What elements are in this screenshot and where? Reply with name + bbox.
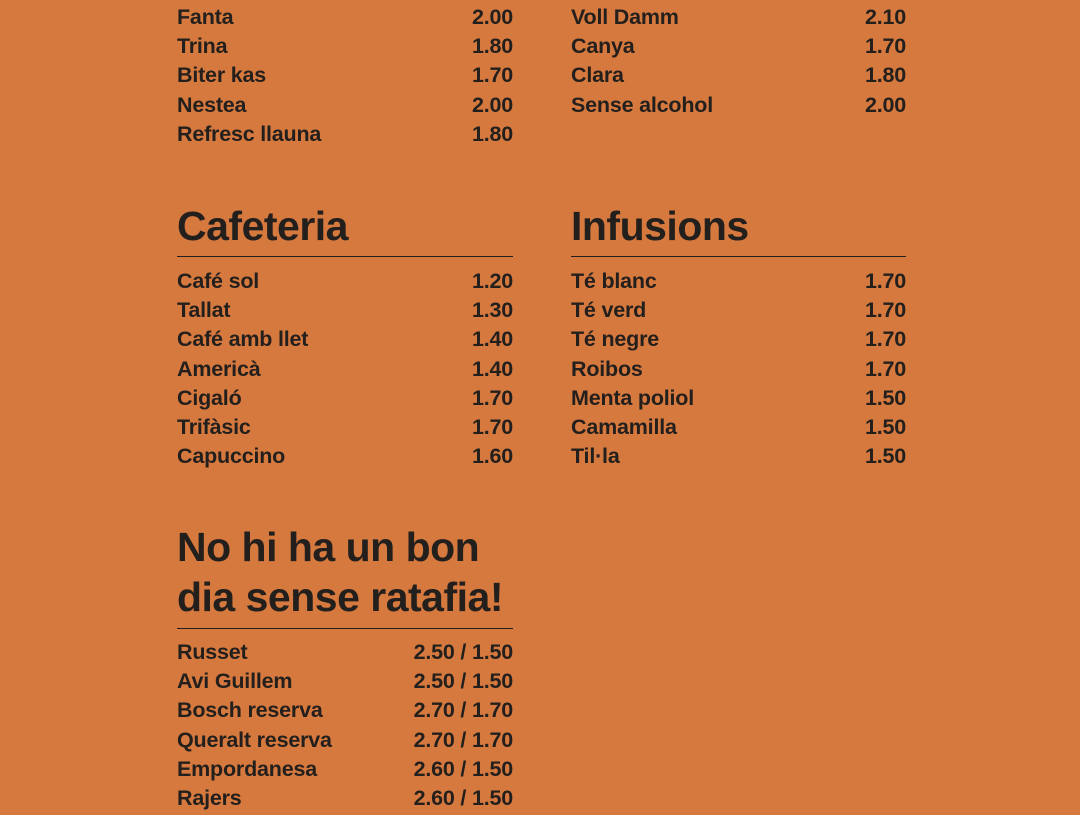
section-divider <box>177 256 513 257</box>
item-name: Biter kas <box>177 63 267 88</box>
item-price: 1.40 <box>471 327 513 352</box>
menu-item <box>177 93 513 122</box>
menu-item <box>177 5 513 34</box>
item-price: 1.20 <box>471 269 513 293</box>
item-name: Fanta <box>177 5 234 29</box>
menu-item <box>177 415 513 444</box>
item-price: 2.50 / 1.50 <box>413 669 513 694</box>
menu-item <box>177 386 513 415</box>
item-price: 1.70 <box>471 385 513 410</box>
item-name: Nestea <box>177 92 247 117</box>
infusions-list <box>571 269 906 473</box>
item-name: Russet <box>177 640 248 664</box>
menu-item <box>177 669 513 698</box>
item-name: Americà <box>177 356 261 381</box>
item-price: 1.50 <box>864 385 906 410</box>
item-price: 1.70 <box>864 34 906 59</box>
item-price: 1.50 <box>864 444 906 469</box>
item-name: Clara <box>571 63 624 88</box>
menu-item <box>177 34 513 63</box>
section-divider <box>571 256 906 257</box>
item-price: 2.00 <box>471 5 513 29</box>
item-name: Menta poliol <box>571 385 695 410</box>
item-name: Té blanc <box>571 269 657 293</box>
infusions-section <box>571 203 906 473</box>
menu-item <box>177 327 513 356</box>
menu-item <box>571 357 906 386</box>
item-name: Til·la <box>571 444 620 469</box>
item-name: Empordanesa <box>177 756 317 781</box>
section-title-line-2: dia sense ratafia! <box>177 574 503 620</box>
ratafia-section <box>177 522 513 815</box>
item-name: Café sol <box>177 269 260 293</box>
item-price: 1.70 <box>864 269 906 293</box>
item-price: 2.70 / 1.70 <box>413 698 513 723</box>
item-price: 2.10 <box>864 5 906 29</box>
menu-item <box>571 93 906 122</box>
menu-item <box>571 327 906 356</box>
menu-item <box>177 63 513 92</box>
section-title: Infusions <box>571 203 749 249</box>
item-price: 1.70 <box>864 356 906 381</box>
section-title <box>177 522 513 622</box>
menu-item <box>571 34 906 63</box>
menu-item <box>177 698 513 727</box>
menu-item <box>177 757 513 786</box>
menu-item <box>177 122 513 151</box>
menu-item <box>177 786 513 815</box>
item-name: Té verd <box>571 298 647 323</box>
item-price: 2.00 <box>864 92 906 117</box>
item-name: Refresc llauna <box>177 121 322 146</box>
menu-item <box>177 298 513 327</box>
cerveses-section <box>571 5 906 122</box>
menu-item <box>177 444 513 473</box>
item-name: Voll Damm <box>571 5 679 29</box>
menu-item <box>177 640 513 669</box>
menu-item <box>571 63 906 92</box>
refrescos-section <box>177 5 513 151</box>
item-price: 1.70 <box>864 327 906 352</box>
menu-item <box>571 269 906 298</box>
item-price: 1.80 <box>471 121 513 146</box>
menu-item <box>571 298 906 327</box>
item-price: 2.60 / 1.50 <box>413 756 513 781</box>
refrescos-list <box>177 5 513 151</box>
item-price: 1.30 <box>471 298 513 323</box>
item-name: Queralt reserva <box>177 727 332 752</box>
cafeteria-list <box>177 269 513 473</box>
item-price: 1.80 <box>471 34 513 59</box>
menu-item <box>571 386 906 415</box>
menu-item <box>177 357 513 386</box>
item-price: 1.70 <box>864 298 906 323</box>
item-price: 2.50 / 1.50 <box>413 640 513 664</box>
item-price: 2.60 / 1.50 <box>413 785 513 810</box>
item-price: 1.60 <box>471 444 513 469</box>
menu-item <box>177 269 513 298</box>
menu-item <box>177 728 513 757</box>
item-name: Canya <box>571 34 635 59</box>
menu-item <box>571 415 906 444</box>
item-price: 2.00 <box>471 92 513 117</box>
item-name: Capuccino <box>177 444 286 469</box>
menu-item <box>571 444 906 473</box>
item-name: Roibos <box>571 356 643 381</box>
item-name: Sense alcohol <box>571 92 713 117</box>
item-name: Camamilla <box>571 414 677 439</box>
item-name: Rajers <box>177 785 242 810</box>
item-price: 1.70 <box>471 414 513 439</box>
item-price: 1.40 <box>471 356 513 381</box>
item-name: Té negre <box>571 327 660 352</box>
cafeteria-section <box>177 203 513 473</box>
cerveses-list <box>571 5 906 122</box>
menu-item <box>571 5 906 34</box>
item-name: Trina <box>177 34 228 59</box>
item-name: Cigaló <box>177 385 242 410</box>
item-name: Café amb llet <box>177 327 309 352</box>
item-price: 1.70 <box>471 63 513 88</box>
section-title-line-1: No hi ha un bon <box>177 524 480 570</box>
item-price: 2.70 / 1.70 <box>413 727 513 752</box>
section-divider <box>177 628 513 629</box>
item-name: Avi Guillem <box>177 669 293 694</box>
item-price: 1.80 <box>864 63 906 88</box>
item-price: 1.50 <box>864 414 906 439</box>
item-name: Bosch reserva <box>177 698 323 723</box>
ratafia-list <box>177 640 513 815</box>
item-name: Trifàsic <box>177 414 251 439</box>
item-name: Tallat <box>177 298 231 323</box>
section-title: Cafeteria <box>177 203 348 249</box>
